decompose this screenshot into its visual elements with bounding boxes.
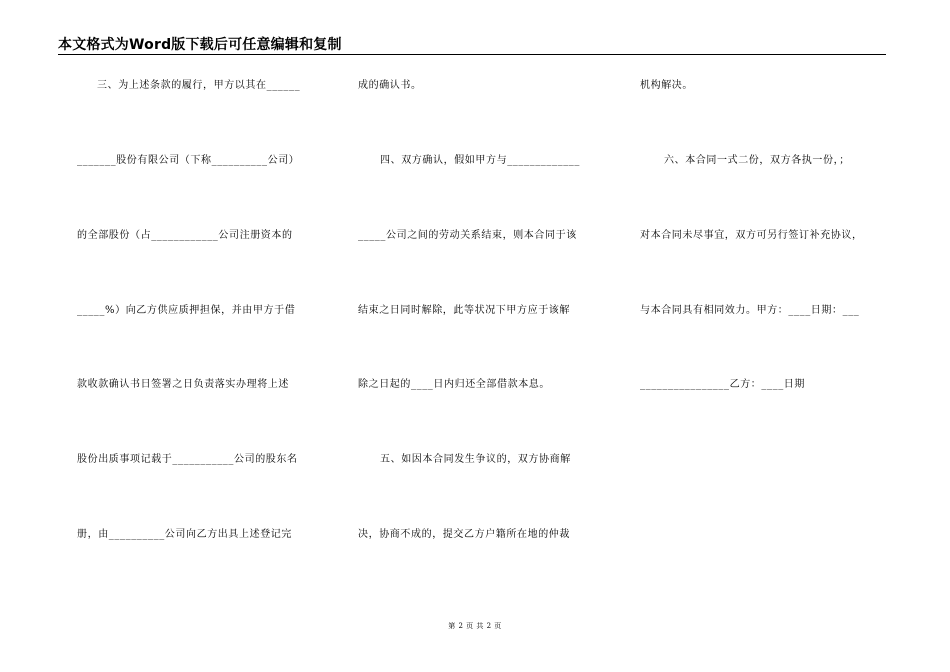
paragraph-line: 对本合同未尽事宜，双方可另行签订补充协议， — [640, 230, 863, 241]
paragraph-line: 三、为上述条款的履行，甲方以其在______ — [97, 80, 301, 91]
paragraph-line: 款收款确认书日签署之日负责落实办理将上述 — [77, 379, 289, 390]
paragraph-line: 除之日起的____日内归还全部借款本息。 — [358, 379, 550, 390]
paragraph-line: _______股份有限公司（下称__________公司） — [77, 155, 300, 166]
paragraph-line: 决，协商不成的，提交乙方户籍所在地的仲裁 — [358, 529, 570, 540]
paragraph-line: 成的确认书。 — [358, 80, 422, 91]
paragraph-line: _____%）向乙方供应质押担保，并由甲方于借 — [77, 305, 296, 316]
paragraph-line: 册，由__________公司向乙方出具上述登记完 — [77, 529, 292, 540]
paragraph-line: ________________乙方：____日期 — [640, 379, 805, 390]
paragraph-line: 五、如因本合同发生争议的，双方协商解 — [380, 454, 571, 465]
paragraph-line: 与本合同具有相同效力。甲方：____日期：___ — [640, 305, 860, 316]
paragraph-line: 结束之日同时解除，此等状况下甲方应于该解 — [358, 305, 570, 316]
paragraph-line: 股份出质事项记载于___________公司的股东名 — [77, 454, 298, 465]
paragraph-line: 六、本合同一式二份，双方各执一份，； — [664, 155, 850, 166]
header-title: 本文格式为Word版下载后可任意编辑和复制 — [58, 37, 342, 53]
paragraph-line: 的全部股份（占____________公司注册资本的 — [77, 230, 293, 241]
page-header — [58, 34, 886, 55]
paragraph-line: 四、双方确认，假如甲方与_____________ — [380, 155, 580, 166]
page-number: 第 2 页 共 2 页 — [448, 622, 502, 630]
paragraph-line: _____公司之间的劳动关系结束，则本合同于该 — [358, 230, 577, 241]
paragraph-line: 机构解决。 — [640, 80, 693, 91]
